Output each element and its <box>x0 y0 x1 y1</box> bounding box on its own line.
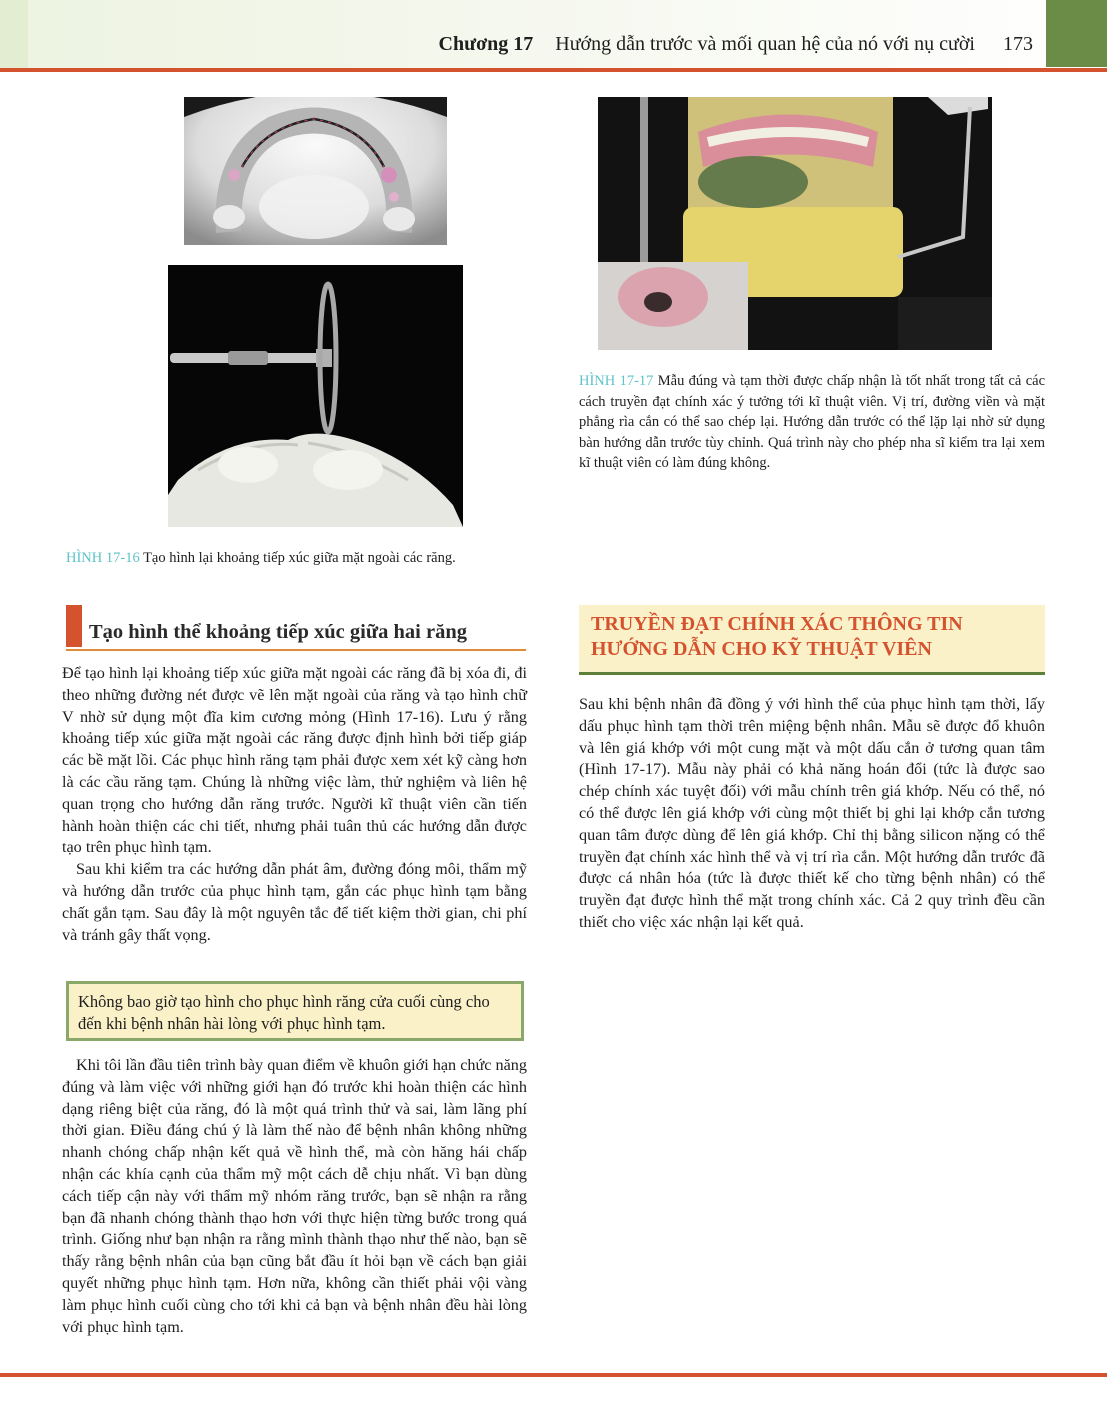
heading-marker-bar <box>66 605 82 647</box>
page-number: 173 <box>1003 33 1033 55</box>
heading-underline <box>66 649 526 651</box>
callout-rule-box <box>66 981 524 1041</box>
left-paragraph-2: Sau khi kiểm tra các hướng dẫn phát âm, đường đóng môi, thẩm mỹ và hướng dẫn trước của phục hình tạm, gắn các phục hình tạm bằng chất gắn tạm. Sau đây là một nguyên tắc để tiết kiệm thời gian, chi phí và tránh gây thất vọng. <box>62 860 527 944</box>
left-section-heading <box>66 605 526 651</box>
right-body-text <box>579 694 1045 934</box>
photo-diamond-disc <box>168 265 463 527</box>
figure-17-label: HÌNH 17-17 <box>579 373 654 389</box>
left-paragraph-3: Khi tôi lần đầu tiên trình bày quan điểm về khuôn giới hạn chức năng đúng và làm việc với những giới hạn đó trước khi hoàn thiện các hình dạng riêng biệt của răng, đó là một quá trình thử và sai, làm lãng phí thời gian. Điều đáng chú ý là làm thế nào để bệnh nhân không những nhanh chóng chấp nhận kết quả về hình thể, mà còn hăng hái chấp nhận các khía cạnh của thẩm mỹ một cách dễ chịu nhất. Vì bạn dùng cách tiếp cận này với thẩm mỹ nhóm răng trước, bạn sẽ nhận ra rằng bạn đã nhanh chóng thành thạo hơn với thực hiện từng bước trong quá trình. Giống như bạn nhận ra rằng mình thành thạo như thế nào, bạn sẽ thấy rằng bệnh nhân của bạn cũng bắt đầu ít hỏi bạn về cách bạn giải quyết những phục hình tạm. Hơn nữa, không cần thiết phải vội vàng làm phục hình cuối cùng cho tới khi cả bạn và bệnh nhân đều hài lòng với phục hình tạm. <box>62 1056 527 1336</box>
right-heading-line-2: HƯỚNG DẪN CHO KỸ THUẬT VIÊN <box>591 638 932 660</box>
left-body-text-bottom <box>62 1055 527 1338</box>
right-section-heading <box>579 605 1045 675</box>
callout-text: Không bao giờ tạo hình cho phục hình răng cửa cuối cùng cho đến khi bệnh nhân hài lòng với phục hình tạm. <box>78 992 490 1033</box>
chapter-title: Hướng dẫn trước và mối quan hệ của nó với nụ cười <box>555 33 975 55</box>
figure-16-caption-text: Tạo hình lại khoảng tiếp xúc giữa mặt ngoài các răng. <box>143 550 456 566</box>
figure-16-caption <box>66 548 536 569</box>
left-body-text-top <box>62 663 527 946</box>
header-rule <box>0 68 1107 72</box>
left-section-heading-text: Tạo hình thể khoảng tiếp xúc giữa hai răng <box>89 621 467 643</box>
left-paragraph-1: Để tạo hình lại khoảng tiếp xúc giữa mặt ngoài các răng đã bị xóa đi, đi theo những đường nét được vẽ lên mặt ngoài của răng và tạo hình chữ V nhờ sử dụng một đĩa kim cương mỏng (Hình 17-16). Lưu ý rằng khoảng tiếp xúc giữa mặt ngoài các răng được định hình bởi tiếp giáp các bề mặt lồi. Các phục hình răng tạm phải được xem xét kỹ càng hơn là các cầu răng tạm. Chúng là những việc làm, thử nghiệm và liên hệ quan trọng cho hướng dẫn răng trước. Người kĩ thuật viên cần tiến hành hoàn thiện các chi tiết, nhưng phải tuân thủ các hướng dẫn được tạo trên phục hình tạm. <box>62 664 527 857</box>
photo-occlusal-model <box>184 97 447 245</box>
photo-articulator-model <box>598 97 992 350</box>
right-paragraph: Sau khi bệnh nhân đã đồng ý với hình thể của phục hình tạm thời, lấy dấu phục hình tạm thời trên miệng bệnh nhân. Mẫu sẽ được đổ khuôn và lên giá khớp với một cung mặt và một dấu cắn ở tương quan tâm (Hình 17-17). Mẫu này phải có khả năng hoán đổi (tức là được sao chép chính xác tuyệt đối) với mẫu chính trên giá khớp. Nếu có thể, nó có thể được lên giá khớp với cùng một thiết bị ghi lại khớp cắn tương quan tâm được dùng để lên giá khớp. Chỉ thị bằng silicon nặng có thể truyền đạt chính xác hình thể và vị trí rìa cắn. Một hướng dẫn trước đã được cá nhân hóa (tức là được thiết kế cho từng bệnh nhân) có thể truyền đạt được hình thể mặt trong chính xác. Cả 2 quy trình đều cần thiết cho việc xác nhận lại kết quả. <box>579 695 1045 931</box>
figure-17-caption-text: Mẫu đúng và tạm thời được chấp nhận là tốt nhất trong tất cả các cách truyền đạt chính xác ý tưởng tới kĩ thuật viên. Vị trí, đường viền và mặt phẳng rìa cắn có thể sao chép lại. Hướng dẫn trước có thể lặp lại nhờ sử dụng bàn hướng dẫn trước tùy chỉnh. Quá trình này cho phép nha sĩ kiểm tra lại xem kĩ thuật viên có làm đúng không. <box>579 373 1045 471</box>
figure-17-caption <box>579 371 1045 474</box>
right-heading-line-1: TRUYỀN ĐẠT CHÍNH XÁC THÔNG TIN <box>591 613 963 635</box>
header-tab <box>1046 0 1107 67</box>
header-left-strip <box>0 0 28 68</box>
chapter-label: Chương 17 <box>438 33 534 55</box>
footer-rule <box>0 1373 1107 1377</box>
figure-16-label: HÌNH 17-16 <box>66 550 140 566</box>
running-head <box>300 33 1033 56</box>
